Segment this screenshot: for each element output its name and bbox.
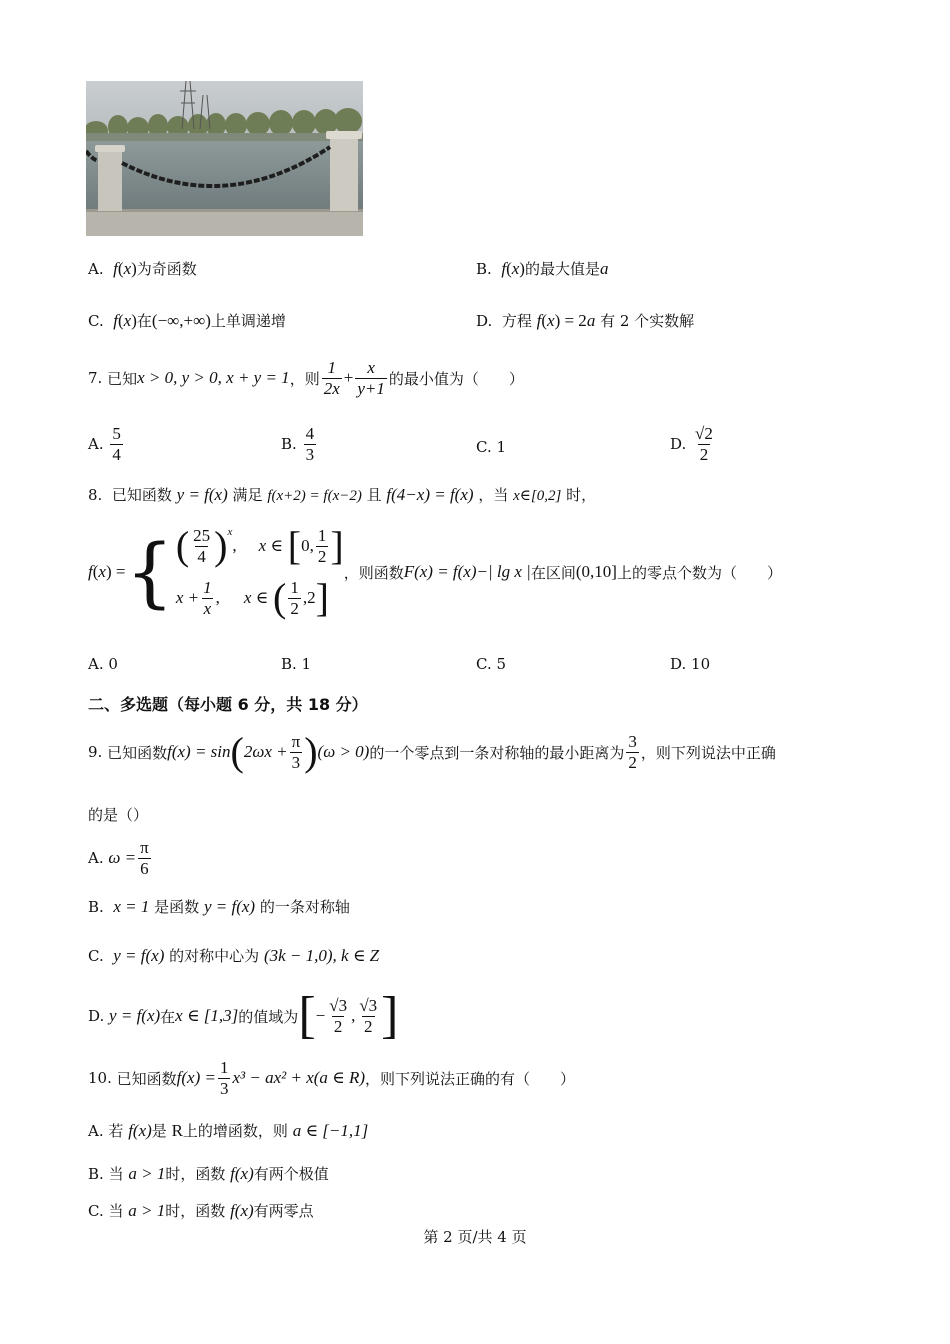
q10-option-b[interactable]: B. 当 a > 1时，函数 f(x)有两个极值 bbox=[88, 1164, 329, 1183]
q9-option-b[interactable]: B. x = 1 是函数 y = f(x) 的一条对称轴 bbox=[88, 897, 350, 916]
q8-piece-2: x + $\frac{1}{x}$ , x ∈ ( $\frac{1}{2}$ ,2 ] bbox=[175, 575, 329, 621]
q8-piecewise: f ( x ) = { ( $\frac{25}{4}$ ) $^x$ , x ∈ [ 0, $\frac{1}{2}$ ] x + $\frac{1}{x}$ , x ∈ ( $\frac{1}{2}$ ,2 ] ，则函数 F(x) = f(x)−| lg x | 在区间 (0,10] 上的零点个数为（ ） bbox=[88, 523, 782, 621]
q8-option-a[interactable]: A. 0 bbox=[88, 655, 118, 673]
q10-option-c[interactable]: C. 当 a > 1时，函数 f(x)有两零点 bbox=[88, 1201, 314, 1220]
q8-piece-1: ( $\frac{25}{4}$ ) $^x$ , x ∈ [ 0, $\frac{1}{2}$ ] bbox=[175, 523, 344, 569]
q9-option-a[interactable]: A. ω = $\frac{\pi}{6}$ bbox=[88, 838, 149, 878]
q9-stem-line2: 的是（） bbox=[88, 806, 149, 824]
q9-option-d[interactable]: D. y = f(x) 在 x ∈ [1,3] 的值域为 [ − $\frac{√3}{2}$ , $\frac{√3}{2}$ ] bbox=[88, 987, 399, 1044]
q7-option-c[interactable]: C. 1 bbox=[476, 438, 507, 456]
page-footer: 第 2 页/共 4 页 bbox=[423, 1228, 527, 1246]
section-heading: 二、多选题（每小题 6 分，共 18 分） bbox=[88, 695, 368, 714]
q10-option-a[interactable]: A. 若 f(x)是 R上的增函数，则 a ∈ [−1,1] bbox=[88, 1121, 369, 1140]
left-brace: { bbox=[125, 527, 174, 617]
q6-option-c[interactable]: C. f(x)在(−∞,+∞)上单调递增 bbox=[88, 311, 286, 330]
q7-stem: 7. 已知 x > 0, y > 0, x + y = 1 ，则 $\frac{1}{2x}$ + $\frac{x}{y+1}$ 的最小值为（ ） bbox=[88, 358, 524, 398]
q10-stem: 10. 已知函数 f(x) = $\frac{1}{3}$ x³ − ax² + x(a ∈ R) ，则下列说法正确的有（ ） bbox=[88, 1058, 576, 1098]
q6-option-a[interactable]: A. f(x)为奇函数 bbox=[88, 259, 197, 278]
q9-option-c[interactable]: C. y = f(x) 的对称中心为 (3k − 1,0), k ∈ Z bbox=[88, 946, 380, 965]
q8-option-c[interactable]: C. 5 bbox=[476, 655, 507, 673]
river-chain-photo bbox=[86, 81, 363, 236]
q8-option-b[interactable]: B. 1 bbox=[281, 655, 312, 673]
q7-fraction-1: $\frac{1}{2x}$ bbox=[323, 358, 340, 398]
q7-option-d[interactable]: D. $\frac{√2}{2}$ bbox=[670, 424, 713, 464]
q7-option-a[interactable]: A. $\frac{5}{4}$ bbox=[88, 424, 121, 464]
q9-stem: 9. 已知函数 f(x) = sin ( 2ωx + $\frac{\pi}{3}$ ) (ω > 0) 的一个零点到一条对称轴的最小距离为 $\frac{3}{2}$ ，则下列说法中正确 bbox=[88, 729, 776, 775]
q7-option-b[interactable]: B. $\frac{4}{3}$ bbox=[281, 424, 315, 464]
q6-option-d[interactable]: D. 方程 f(x) = 2a 有 2 个实数解 bbox=[476, 311, 695, 330]
q8-stem: 8. 已知函数 y = f(x) 满足 f(x+2) = f(x−2) 且 f(4−x) = f(x) ，当 x∈[0,2] 时， bbox=[88, 485, 597, 504]
q7-fraction-2: $\frac{x}{y+1}$ bbox=[357, 358, 385, 398]
q6-option-b[interactable]: B. f(x)的最大值是a bbox=[476, 259, 609, 278]
q8-option-d[interactable]: D. 10 bbox=[670, 655, 711, 673]
